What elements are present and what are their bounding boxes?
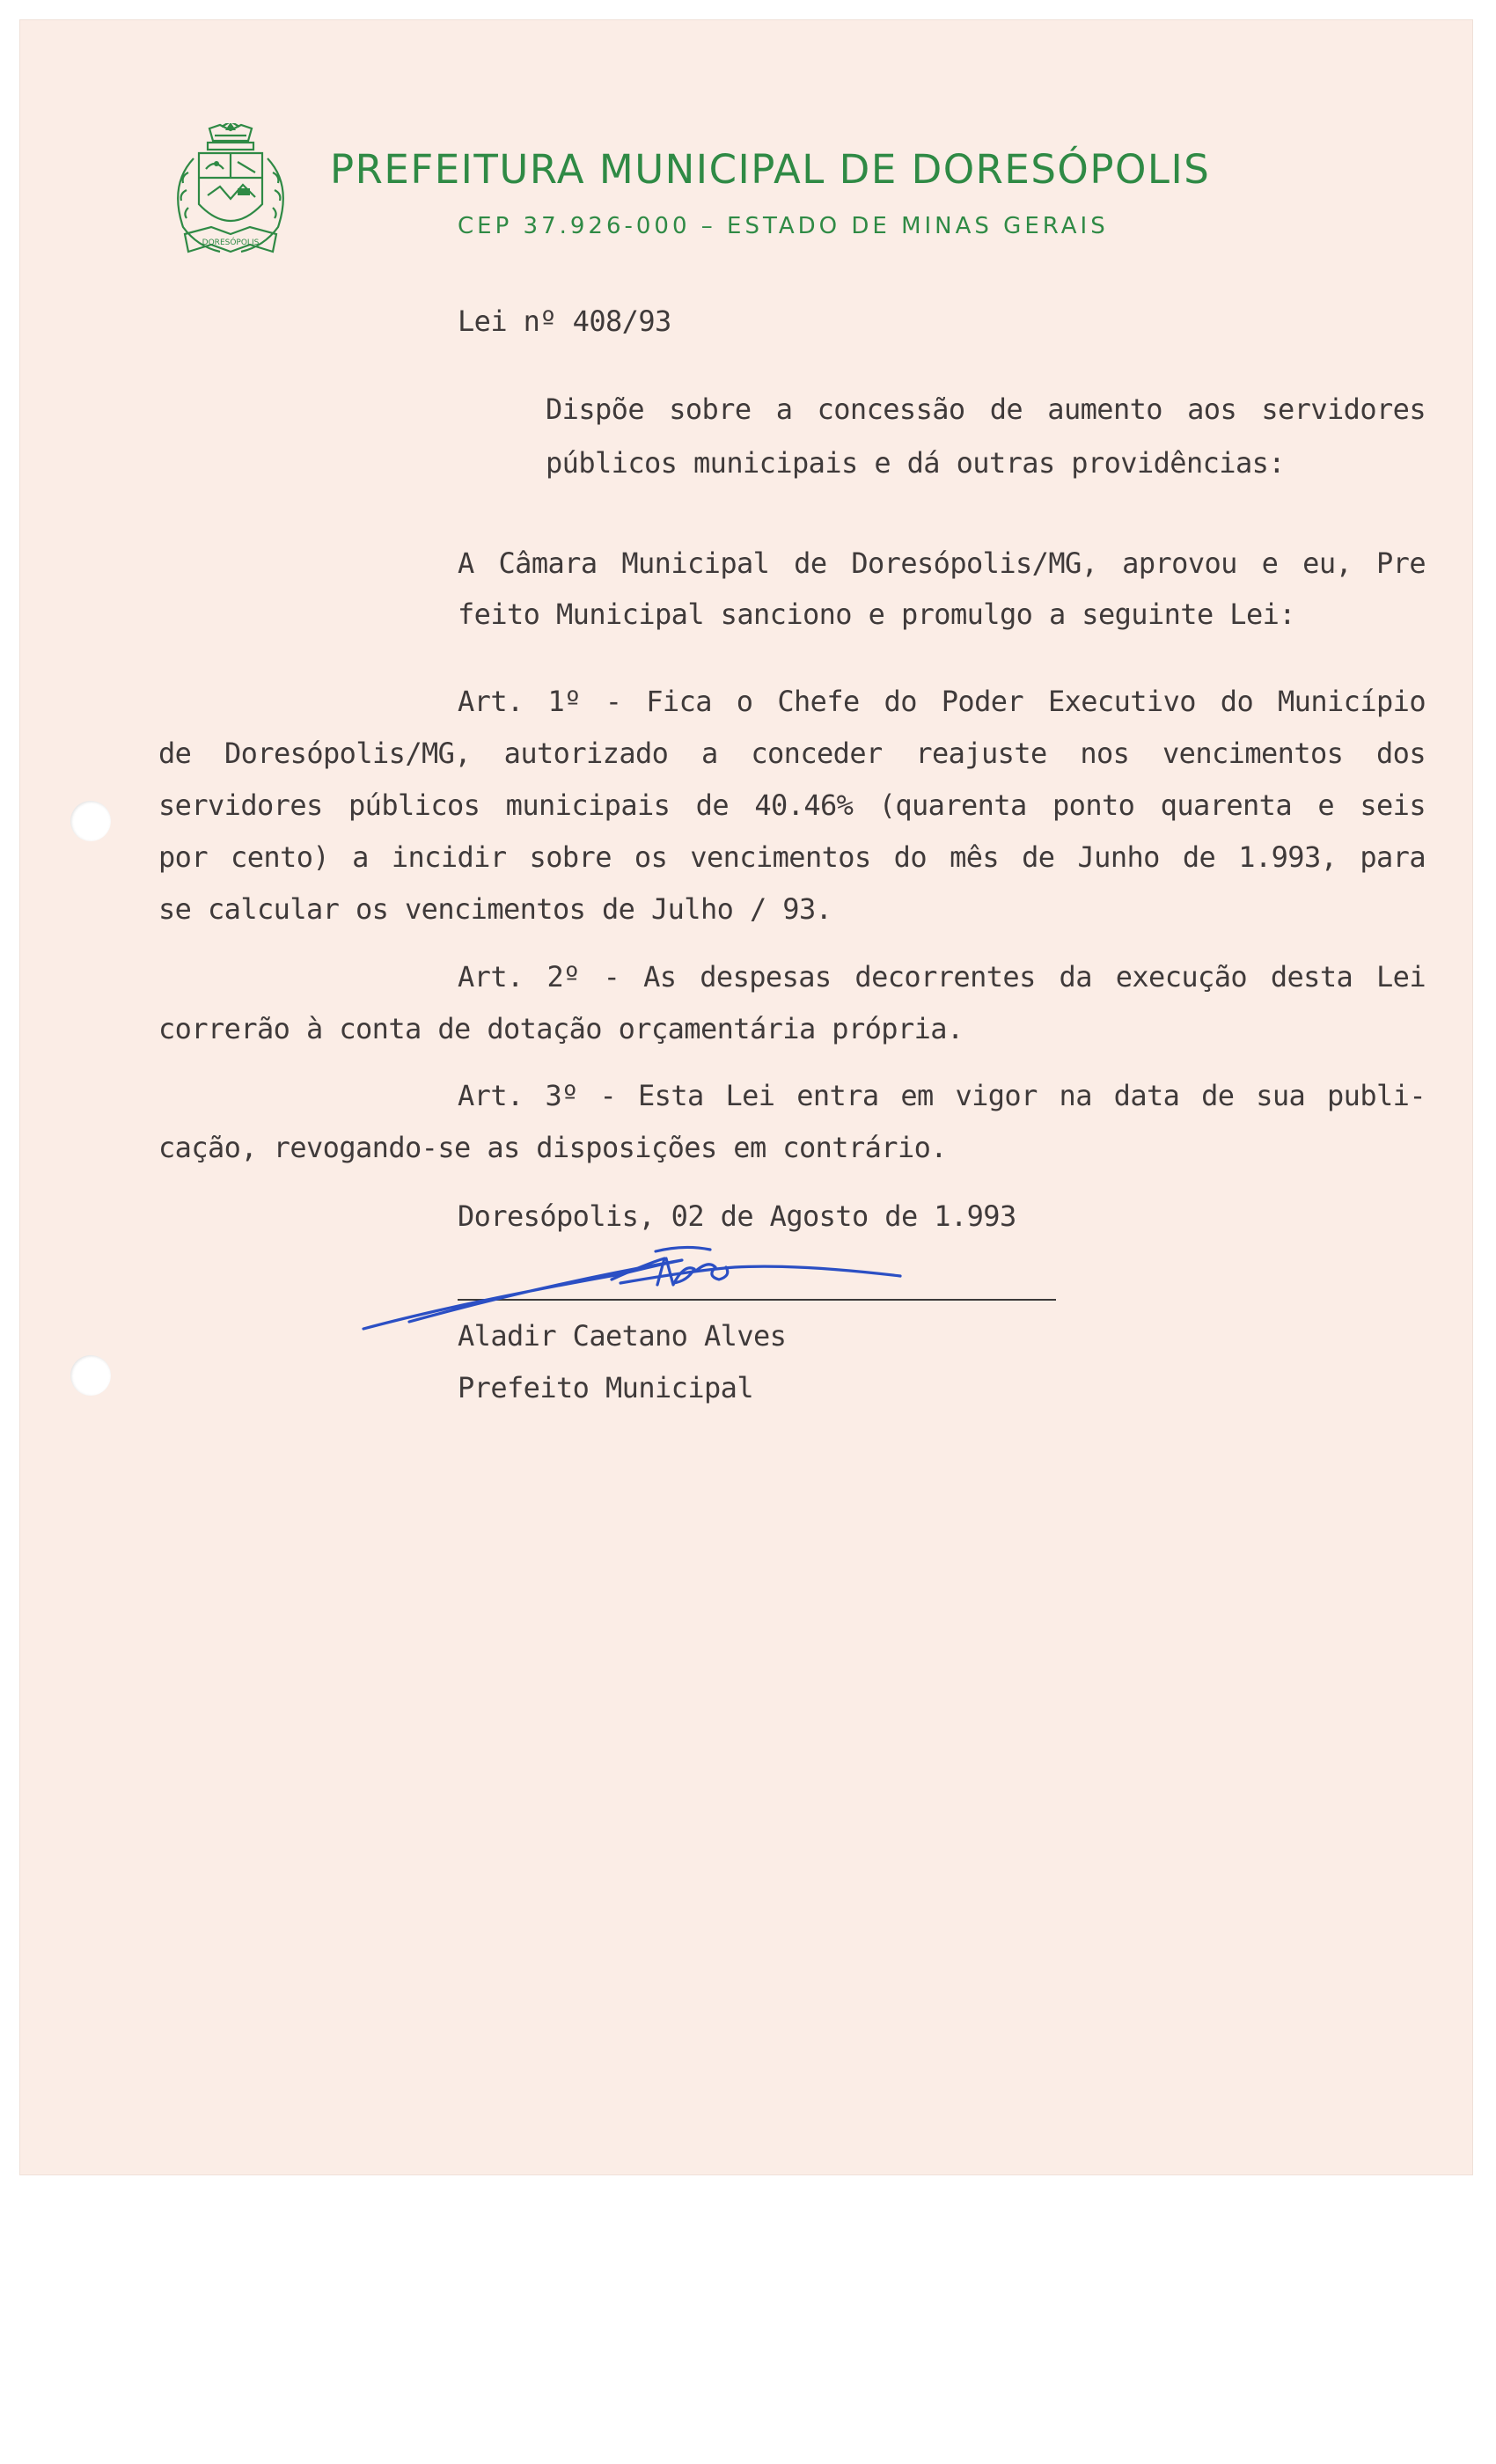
article-2-line: Art. 2º - As despesas decorrentes da execução desta Lei	[458, 960, 1426, 994]
article-2-line: correrão à conta de dotação orçamentária própria.	[158, 1012, 964, 1045]
law-number: Lei nº 408/93	[458, 304, 671, 338]
preamble-line: A Câmara Municipal de Doresópolis/MG, aprovou e eu, Pre	[458, 546, 1426, 580]
law-summary-line: Dispõe sobre a concessão de aumento aos servidores	[546, 392, 1426, 426]
article-1-line: de Doresópolis/MG, autorizado a conceder reajuste nos vencimentos dos	[158, 737, 1426, 770]
signatory-name: Aladir Caetano Alves	[458, 1319, 787, 1353]
article-1-line: Art. 1º - Fica o Chefe do Poder Executivo do Município	[458, 685, 1426, 718]
crest-label: DORESÓPOLIS	[202, 238, 260, 247]
article-1-line: se calcular os vencimentos de Julho / 93.	[158, 892, 832, 926]
date-line: Doresópolis, 02 de Agosto de 1.993	[458, 1199, 1016, 1233]
article-1-line: por cento) a incidir sobre os vencimentos do mês de Junho de 1.993, para	[158, 840, 1426, 874]
preamble-line: feito Municipal sanciono e promulgo a seguinte Lei:	[458, 598, 1295, 631]
punch-hole-bottom	[70, 1355, 111, 1396]
law-summary-line: públicos municipais e dá outras providências:	[546, 446, 1285, 480]
signatory-title: Prefeito Municipal	[458, 1371, 753, 1404]
article-1-line: servidores públicos municipais de 40.46% (quarenta ponto quarenta e seis	[158, 788, 1426, 822]
letterhead-subtitle: CEP 37.926-000 – ESTADO DE MINAS GERAIS	[458, 213, 1109, 239]
letterhead-title: PREFEITURA MUNICIPAL DE DORESÓPOLIS	[330, 146, 1211, 193]
article-3-line: cação, revogando-se as disposições em contrário.	[158, 1131, 947, 1164]
article-3-line: Art. 3º - Esta Lei entra em vigor na data de sua publi-	[458, 1079, 1426, 1112]
punch-hole-top	[70, 801, 111, 841]
municipal-crest-icon	[150, 123, 312, 273]
